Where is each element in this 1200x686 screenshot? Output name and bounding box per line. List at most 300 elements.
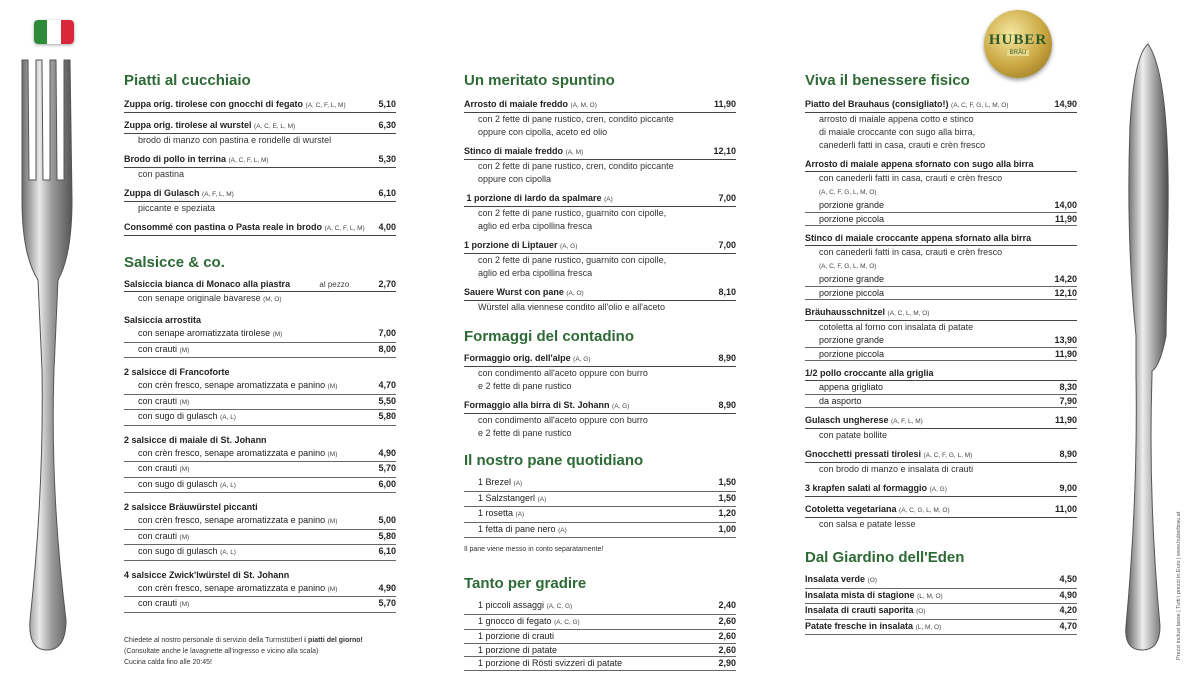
row-text: 1 porzione di crauti — [478, 631, 555, 641]
row-label — [138, 545, 236, 560]
price-row — [124, 582, 396, 598]
item-desc: con 2 fette di pane rustico, cren, condito piccante — [478, 114, 674, 124]
allergens: (A, O) — [566, 290, 584, 297]
logo-brand: HUBER — [988, 32, 1048, 48]
allergens: (A, M, O) — [570, 102, 597, 109]
menu-item — [124, 434, 396, 494]
allergens: (A, G) — [573, 356, 591, 363]
section-title: Viva il benessere fisico — [805, 72, 970, 89]
allergens: (A, C, G) — [554, 618, 580, 626]
item-name: Salsiccia arrostita — [124, 315, 202, 325]
row-text: 1 porzione di Rösti svizzeri di patate — [478, 658, 623, 668]
item-price: 8,90 — [1059, 449, 1077, 459]
item-name: 2 salsicce Bräuwürstel piccanti — [124, 502, 258, 512]
row-label — [819, 273, 884, 286]
item-desc: con senape originale bavarese — [138, 293, 261, 303]
menu-item — [124, 278, 396, 306]
row-price: 5,70 — [378, 598, 396, 608]
row-price: 1,50 — [718, 477, 736, 487]
item-price: 7,00 — [718, 193, 736, 203]
row-label — [478, 644, 557, 657]
price-row — [805, 348, 1077, 362]
row-price: 2,40 — [718, 600, 736, 610]
item-name: 2 salsicce di maiale di St. Johann — [124, 434, 267, 445]
menu-item — [805, 414, 1077, 442]
row-text: porzione piccola — [819, 213, 885, 224]
allergens: (A) — [515, 511, 525, 518]
item-desc: con pastina — [138, 169, 185, 179]
row-label — [478, 492, 546, 507]
row-price: 4,90 — [378, 582, 396, 593]
row-price: 5,80 — [378, 530, 396, 541]
row-text: porzione piccola — [819, 348, 885, 359]
allergens: (A, C, F, L, M) — [228, 157, 269, 164]
row-price: 11,90 — [1054, 213, 1077, 224]
row-text: porzione grande — [819, 200, 885, 210]
item-desc: con brodo di manzo e insalata di crauti — [819, 464, 974, 474]
item-name: Bräuhausschnitzel — [805, 307, 886, 317]
price-row — [805, 213, 1077, 227]
menu-item — [124, 314, 396, 358]
item-desc: oppure con cipolla — [478, 174, 552, 184]
price-row — [464, 630, 736, 644]
menu-item — [464, 352, 736, 393]
row-price: 5,70 — [378, 463, 396, 473]
row-text: 1 piccoli assaggi — [478, 600, 545, 610]
item-name: Gulasch ungherese — [805, 415, 889, 425]
row-label — [478, 523, 567, 538]
price-row — [805, 604, 1077, 620]
allergens: (A, C, F, G, L, M, O) — [819, 189, 877, 196]
price-row — [124, 462, 396, 478]
price-row — [124, 395, 396, 411]
menu-item — [464, 192, 736, 233]
row-label — [138, 447, 337, 462]
menu-item — [124, 187, 396, 215]
price-row — [464, 644, 736, 658]
item-desc: con condimento all'aceto oppure con burro — [478, 415, 648, 425]
allergens: (M) — [327, 585, 338, 593]
knife-icon — [1110, 36, 1180, 656]
item-desc: e 2 fette di pane rustico — [478, 381, 572, 391]
item-name: Cotoletta vegetariana — [805, 504, 897, 514]
price-row — [805, 573, 1077, 589]
bread-note: Il pane viene messo in conto separatamente! — [464, 546, 604, 553]
menu-item — [124, 153, 396, 181]
menu-item — [464, 239, 736, 280]
allergens: (O) — [867, 577, 877, 584]
row-price: 11,90 — [1054, 348, 1077, 359]
allergens: (A, F, L, M) — [891, 418, 923, 425]
allergens: (M) — [272, 331, 283, 338]
item-name: Stinco di maiale freddo — [464, 146, 564, 156]
item-name: Formaggio alla birra di St. Johann — [464, 400, 610, 410]
item-desc: Würstel alla viennese condito all'olio e all'aceto — [478, 302, 666, 312]
allergens: (M) — [327, 518, 338, 525]
row-label — [138, 582, 337, 597]
item-price: 8,10 — [718, 287, 736, 297]
row-text: con sugo di gulasch — [138, 411, 218, 421]
allergens: (L, M, O) — [917, 592, 943, 600]
item-name: Formaggio orig. dell'alpe — [464, 353, 571, 363]
row-text: con crauti — [138, 463, 178, 473]
row-price: 1,50 — [718, 492, 736, 503]
item-extra: al pezzo — [319, 280, 350, 289]
price-row — [805, 620, 1077, 636]
section-title: Un meritato spuntino — [464, 72, 615, 89]
row-text: porzione grande — [819, 335, 885, 345]
price-row — [464, 523, 736, 539]
row-text: con crauti — [138, 343, 178, 354]
menu-item — [124, 98, 396, 113]
row-text: con sugo di gulasch — [138, 478, 218, 489]
row-label — [478, 630, 554, 643]
row-text: 1 gnocco di fegato — [478, 615, 552, 626]
item-name: Zuppa orig. tirolese con gnocchi di fegato — [124, 99, 304, 109]
allergens: (A, G) — [612, 403, 630, 410]
row-price: 6,10 — [378, 546, 396, 556]
item-name: 2 salsicce di Francoforte — [124, 367, 230, 377]
price-row — [464, 657, 736, 671]
section-title: Formaggi del contadino — [464, 328, 635, 345]
price-row — [124, 545, 396, 561]
allergens: (A, L) — [220, 481, 236, 489]
allergens: (M) — [179, 466, 190, 473]
item-name: Zuppa orig. tirolese al wurstel — [124, 120, 252, 130]
allergens: (M) — [327, 383, 338, 390]
row-price: 1,20 — [718, 508, 736, 518]
item-name: 1 porzione di Liptauer — [464, 240, 558, 250]
column-left — [124, 70, 396, 668]
item-price: 11,00 — [1054, 504, 1077, 514]
item-desc: brodo di manzo con pastina e rondelle di wurstel — [138, 135, 332, 145]
menu-item — [124, 221, 396, 236]
allergens: (A) — [604, 196, 613, 203]
row-price: 14,20 — [1054, 274, 1077, 284]
salad-list — [805, 573, 1077, 635]
price-row — [805, 589, 1077, 605]
note-text: (Consultate anche le lavagnette all'ingresso e vicino alla scala) — [124, 647, 319, 655]
row-label — [478, 599, 572, 614]
item-name: 1 porzione di lardo da spalmare — [466, 193, 602, 203]
row-price: 7,00 — [378, 328, 396, 338]
item-desc: con salsa e patate lesse — [819, 519, 916, 529]
kitchen-hours-note: Cucina calda fino alle 20:45! — [124, 658, 212, 666]
allergens: (A, C, G, L, M, O) — [899, 507, 950, 514]
price-row — [124, 478, 396, 494]
price-row — [464, 599, 736, 615]
menu-item — [805, 158, 1077, 226]
price-row — [464, 615, 736, 631]
row-price: 14,00 — [1054, 200, 1077, 210]
item-desc: aglio ed erba cipollina fresca — [478, 221, 593, 231]
allergens: (A, C, G) — [546, 603, 573, 610]
row-price: 4,50 — [1059, 574, 1077, 584]
section-title: Dal Giardino dell'Eden — [805, 549, 965, 566]
daily-dishes-note — [124, 635, 396, 646]
item-desc: con 2 fette di pane rustico, guarnito con cipolle, — [478, 255, 667, 265]
row-price: 4,70 — [378, 380, 396, 390]
row-price: 4,90 — [378, 447, 396, 458]
row-label — [478, 476, 522, 491]
section-title: Piatti al cucchiaio — [124, 72, 251, 89]
row-label — [819, 287, 884, 300]
row-price: 5,00 — [378, 515, 396, 525]
allergens: (A, F, L, M) — [202, 191, 234, 198]
item-price: 6,30 — [378, 120, 396, 130]
allergens: (M, O) — [263, 296, 282, 303]
allergens: (A, C, F, G, L, M, O) — [951, 102, 1009, 109]
menu-item — [805, 482, 1077, 497]
row-price: 12,10 — [1054, 287, 1077, 298]
allergens: (M) — [179, 398, 190, 406]
row-price: 8,00 — [378, 343, 396, 354]
price-row — [464, 476, 736, 492]
row-text: 1 fetta di pane nero — [478, 523, 556, 534]
row-price: 5,80 — [378, 411, 396, 421]
row-text: con crèn fresco, senape aromatizzata e panino — [138, 515, 326, 525]
allergens: (A, C, F, G, L, M, O) — [819, 263, 877, 270]
row-text: Insalata verde — [805, 574, 866, 584]
item-name: Arrosto di maiale freddo — [464, 99, 569, 109]
item-desc: con 2 fette di pane rustico, guarnito con cipolle, — [478, 208, 667, 218]
row-price: 13,90 — [1054, 335, 1077, 345]
row-text: con crauti — [138, 598, 178, 608]
item-name: Brodo di pollo in terrina — [124, 154, 226, 164]
item-price: 4,00 — [378, 222, 396, 232]
row-label — [138, 395, 189, 410]
price-row — [124, 447, 396, 463]
row-label — [138, 478, 236, 493]
allergens: (A) — [558, 526, 567, 534]
allergens: (A, G) — [929, 486, 947, 493]
row-label — [478, 615, 580, 630]
row-label — [819, 199, 884, 212]
price-row — [124, 597, 396, 613]
item-desc: con 2 fette di pane rustico, cren, condito piccante — [478, 161, 674, 171]
row-text: con crèn fresco, senape aromatizzata e panino — [138, 447, 326, 458]
item-price: 9,00 — [1059, 483, 1077, 493]
price-row — [805, 273, 1077, 287]
item-price: 8,90 — [718, 353, 736, 363]
item-price: 2,70 — [378, 279, 396, 289]
allergens: (O) — [916, 608, 926, 615]
row-text: Insalata mista di stagione — [805, 589, 915, 600]
row-price: 4,20 — [1059, 605, 1077, 615]
row-price: 2,90 — [718, 658, 736, 668]
note-text: Chiedete al nostro personale di servizio della Turmstüberl — [124, 636, 305, 644]
section-title: Tanto per gradire — [464, 575, 587, 592]
row-label — [819, 334, 884, 347]
item-desc: con condimento all'aceto oppure con burro — [478, 368, 648, 378]
item-price: 12,10 — [713, 146, 736, 156]
allergens: (L, M, O) — [915, 623, 942, 631]
row-label — [478, 507, 524, 522]
row-text: appena grigliato — [819, 382, 884, 392]
row-text: 1 Brezel — [478, 477, 512, 487]
row-price: 8,30 — [1059, 382, 1077, 392]
allergens: (A, C, F, L, M) — [305, 102, 346, 109]
item-desc: con canederli fatti in casa, crauti e crèn fresco — [819, 247, 1003, 257]
price-row — [464, 492, 736, 508]
item-name: 4 salsicce Zwick'lwürstel di St. Johann — [124, 569, 290, 580]
row-label — [805, 604, 925, 619]
price-row — [124, 530, 396, 546]
allergens: (A, C, E, L, M) — [254, 123, 296, 130]
price-row — [124, 343, 396, 359]
column-middle — [464, 70, 736, 671]
item-price: 6,10 — [378, 188, 396, 198]
row-price: 1,00 — [718, 523, 736, 534]
item-price: 11,90 — [1054, 415, 1077, 425]
item-name: Gnocchetti pressati tirolesi — [805, 449, 922, 459]
allergens: (A, G) — [560, 243, 578, 250]
menu-item — [124, 366, 396, 426]
row-label — [805, 573, 877, 588]
item-desc: cotoletta al forno con insalata di patate — [819, 322, 974, 332]
item-name: Zuppa di Gulasch — [124, 188, 200, 198]
price-row — [805, 199, 1077, 213]
item-desc: di maiale croccante con sugo alla birra, — [819, 127, 976, 137]
item-name: Salsiccia bianca di Monaco alla piastra — [124, 279, 291, 289]
row-text: con senape aromatizzata tirolese — [138, 328, 271, 338]
row-label — [819, 348, 884, 361]
row-price: 7,90 — [1059, 395, 1077, 406]
menu-item — [805, 98, 1077, 152]
allergens: (A, C, F, L, M) — [324, 225, 365, 232]
price-row — [124, 327, 396, 343]
menu-item — [805, 503, 1077, 531]
allergens: (A, M) — [565, 149, 584, 156]
item-desc: canederli fatti in casa, crauti e crèn fresco — [819, 140, 986, 150]
row-label — [138, 343, 189, 358]
price-row — [124, 410, 396, 426]
row-label — [138, 597, 189, 612]
row-label — [805, 620, 941, 635]
row-text: 1 porzione di patate — [478, 644, 558, 655]
item-name: Arrosto di maiale appena sfornato con sugo alla birra — [805, 159, 1034, 169]
item-price: 11,90 — [713, 99, 736, 109]
menu-item — [805, 367, 1077, 408]
row-price: 4,90 — [1059, 589, 1077, 600]
row-text: Insalata di crauti saporita — [805, 605, 914, 615]
huber-brau-logo — [984, 10, 1052, 78]
row-text: con sugo di gulasch — [138, 546, 218, 556]
row-text: con crèn fresco, senape aromatizzata e panino — [138, 582, 326, 593]
item-price: 14,90 — [1054, 99, 1077, 109]
side-footer-text: Prezzi inclusi tasse | Tutti i prezzi in Euro | www.huberbrau.at — [1176, 511, 1182, 660]
item-price: 5,10 — [378, 99, 396, 109]
allergens: (A, C, L, M, O) — [887, 310, 930, 317]
row-price: 2,60 — [718, 644, 736, 655]
column-right — [805, 70, 1077, 635]
item-name: 3 krapfen salati al formaggio — [805, 483, 928, 493]
menu-item — [464, 145, 736, 186]
item-price: 8,90 — [718, 400, 736, 410]
item-price: 7,00 — [718, 240, 736, 250]
allergens: (A, L) — [220, 414, 236, 421]
allergens: (A, C, F, G, L, M) — [923, 452, 973, 459]
menu-item — [464, 98, 736, 139]
menu-item — [124, 119, 396, 147]
allergens: (M) — [179, 601, 190, 608]
row-label — [138, 327, 282, 342]
row-text: da asporto — [819, 395, 862, 406]
row-text: porzione grande — [819, 274, 885, 284]
price-row — [124, 379, 396, 395]
price-row — [464, 507, 736, 523]
menu-item — [805, 448, 1077, 476]
price-row — [805, 395, 1077, 409]
section-title: Il nostro pane quotidiano — [464, 452, 644, 469]
row-price: 2,60 — [718, 631, 736, 641]
item-price: 5,30 — [378, 154, 396, 164]
allergens: (A) — [513, 480, 523, 487]
row-label — [138, 514, 337, 529]
menu-item — [464, 399, 736, 440]
row-text: Patate fresche in insalata — [805, 620, 914, 631]
menu-item — [464, 286, 736, 314]
extras-list — [464, 599, 736, 671]
row-text: 1 Salzstangerl — [478, 492, 536, 503]
row-label — [138, 530, 189, 545]
item-name: 1/2 pollo croccante alla griglia — [805, 368, 934, 378]
row-label — [805, 589, 943, 604]
menu-item — [124, 501, 396, 561]
row-text: 1 rosetta — [478, 508, 514, 518]
menu-item — [805, 232, 1077, 300]
item-name: Stinco di maiale croccante appena sfornato alla birra — [805, 233, 1032, 243]
row-price: 6,00 — [378, 478, 396, 489]
price-row — [124, 514, 396, 530]
menu-item — [124, 569, 396, 613]
item-name: Sauere Wurst con pane — [464, 287, 564, 297]
allergens: (M) — [179, 346, 190, 354]
item-desc: e 2 fette di pane rustico — [478, 428, 572, 438]
row-text: porzione piccola — [819, 287, 885, 298]
bread-list — [464, 476, 736, 538]
row-text: con crauti — [138, 530, 178, 541]
row-label — [138, 462, 189, 477]
item-desc: piccante e speziata — [138, 203, 216, 213]
row-price: 5,50 — [378, 395, 396, 406]
price-row — [805, 287, 1077, 301]
row-label — [138, 379, 337, 394]
item-name: Consommé con pastina o Pasta reale in brodo — [124, 222, 323, 232]
row-label — [819, 395, 862, 408]
item-desc: con patate bollite — [819, 430, 888, 440]
row-label — [819, 381, 883, 394]
row-label — [138, 410, 236, 425]
allergens: (M) — [179, 533, 190, 541]
price-row — [805, 381, 1077, 395]
row-label — [478, 657, 622, 670]
row-label — [819, 213, 884, 226]
note-highlight: i piatti del giorno! — [304, 636, 363, 644]
row-price: 2,60 — [718, 615, 736, 626]
price-row — [805, 334, 1077, 348]
row-price: 4,70 — [1059, 620, 1077, 631]
item-desc: aglio ed erba cipollina fresca — [478, 268, 593, 278]
item-desc: arrosto di maiale appena cotto e stinco — [819, 114, 974, 124]
logo-sub: BRÄU — [1007, 50, 1030, 56]
allergens: (A) — [537, 495, 547, 503]
item-desc: con canederli fatti in casa, crauti e crèn fresco — [819, 173, 1003, 183]
fork-icon — [14, 40, 96, 660]
allergens: (A, L) — [220, 549, 236, 556]
row-text: con crèn fresco, senape aromatizzata e panino — [138, 380, 326, 390]
menu-item — [805, 306, 1077, 361]
